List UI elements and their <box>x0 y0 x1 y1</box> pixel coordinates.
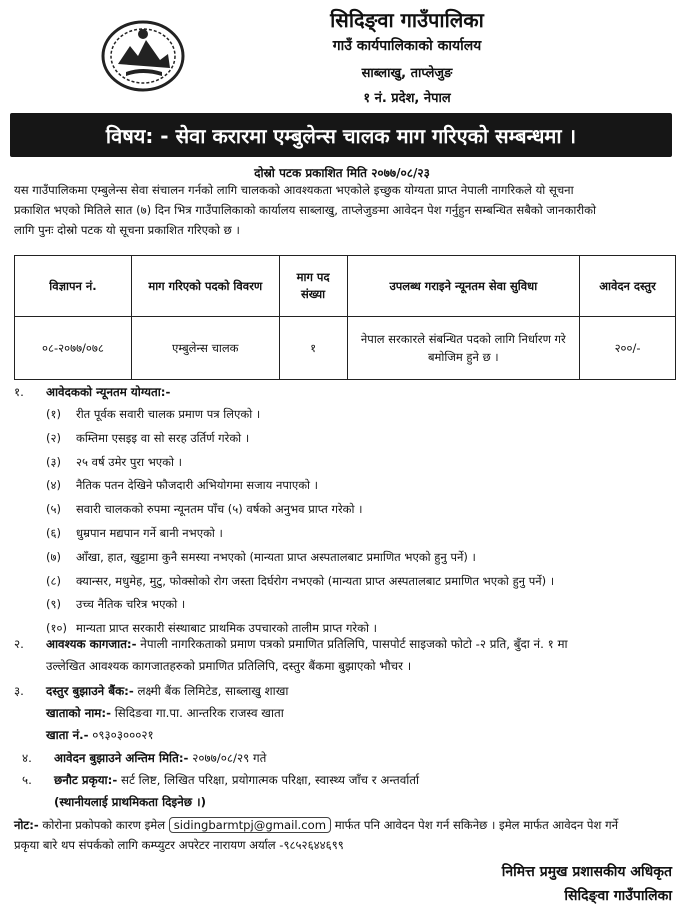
table-cell: ०८-२०७७/०७८ <box>15 317 132 380</box>
publication-date: दोस्रो पटक प्रकाशित मिति २०७७/०८/२३ <box>254 166 430 180</box>
account-number-label: खाता नं.- <box>46 728 89 742</box>
account-number-value: ०९३०३०००२१ <box>88 728 154 742</box>
list-item-text: कम्तिमा एसइइ वा सो सरह उर्तिर्ण गरेको । <box>76 430 250 445</box>
list-item-number: (२) <box>46 430 61 445</box>
list-item-text: २५ वर्ष उमेर पुरा भएको । <box>76 454 182 469</box>
list-item-number: (५) <box>46 502 61 517</box>
account-name <box>46 705 284 721</box>
intro-line: यस गाउँपालिकमा एम्बुलेन्स सेवा संचालन गर्नको लागि चालकको आवश्यकता भएकोले इच्छुक योग्यता प्राप्त नेपाली नागरिकले यो सूचना <box>14 183 574 197</box>
table-header-cell: माग गरिएको पदको विवरण <box>131 256 279 317</box>
vacancy-table <box>14 255 676 380</box>
table-cell: एम्बुलेन्स चालक <box>131 317 279 380</box>
table-header-cell: विज्ञापन नं. <box>15 256 132 317</box>
subject-banner: विषय: - सेवा करारमा एम्बुलेन्स चालक माग गरिएको सम्बन्धमा । <box>10 113 672 157</box>
section-number: १. <box>14 385 24 399</box>
list-item-number: (३) <box>46 454 61 469</box>
province-line: १ नं. प्रदेश, नेपाल <box>363 91 451 106</box>
section-number: ३. <box>14 684 24 698</box>
table-row <box>15 317 676 380</box>
section-text: नेपाली नागरिकताको प्रमाण पत्रको प्रमाणित प्रतिलिपि, पासपोर्ट साइजको फोटो -२ प्रति, बुँदा नं. १ मा <box>136 637 568 651</box>
list-item-number: (८) <box>46 573 61 588</box>
list-item-text: धुम्रपान मद्यपान गर्ने बानी नभएको । <box>76 525 223 540</box>
signatory-org: सिदिङ्वा गाउँपालिका <box>564 888 672 904</box>
section-qualification-heading <box>14 384 170 400</box>
list-item <box>46 570 554 594</box>
municipality-emblem-icon <box>98 16 188 96</box>
email-note <box>14 815 678 855</box>
office-location: साब्लाखु, ताप्लेजुङ <box>361 66 453 81</box>
list-item-text: क्यान्सर, मधुमेह, मुटु, फोक्सोको रोग जस्ता दिर्घरोग नभएको (मान्यता प्राप्त अस्पतालबाट प्रमाणित भएको हुनु पर्ने) । <box>76 573 555 588</box>
section-text: सर्ट लिष्ट, लिखित परिक्षा, प्रयोगात्मक परिक्षा, स्वास्थ्य जाँच र अन्तर्वार्ता <box>117 773 420 787</box>
table-header-cell: आवेदन दस्तुर <box>580 256 676 317</box>
section-number: ५. <box>22 773 32 787</box>
section-bank <box>14 683 288 699</box>
table-cell: २००/- <box>580 317 676 380</box>
list-item-text: आँखा, हात, खुट्टामा कुनै समस्या नभएको (मान्यता प्राप्त अस्पतालबाट प्रमाणित भएको हुनु पर्ने) । <box>76 549 476 564</box>
section-title: आवश्यक कागजात:- <box>46 637 137 651</box>
section-title: आवेदन बुझाउने अन्तिम मिति:- <box>54 751 189 765</box>
section-title: आवेदकको न्यूनतम योग्यता:- <box>46 385 171 399</box>
note-label: नोट:- <box>14 818 39 832</box>
list-item <box>46 474 554 498</box>
section-title: दस्तुर बुझाउने बैंक:- <box>46 684 134 698</box>
table-header-cell: उपलब्ध गराइने न्यूनतम सेवा सुविधा <box>347 256 580 317</box>
intro-line: प्रकाशित भएको मितिले सात (७) दिन भित्र गाउँपालिकाको कार्यालय साब्लाखु, ताप्लेजुङमा आवेदन पेश गर्नुहुन सम्बन्धित सबैको जानकारीको <box>14 203 596 217</box>
email-link[interactable]: sidingbarmtpj@gmail.com <box>169 817 331 833</box>
list-item-number: (१०) <box>46 621 67 636</box>
note-text: कोरोना प्रकोपको कारण इमेल <box>38 818 169 832</box>
intro-line: लागि पुनः दोस्रो पटक यो सूचना प्रकाशित गरिएको छ । <box>14 223 240 237</box>
intro-paragraph <box>14 180 674 240</box>
section-text: २०७७/०८/२९ गते <box>188 751 267 765</box>
list-item <box>46 498 554 522</box>
account-number <box>46 727 154 743</box>
section-selection-process <box>22 772 419 788</box>
local-priority-text: (स्थानीयलाई प्राथमिकता दिइनेछ ।) <box>54 795 206 809</box>
section-number: ४. <box>22 751 32 765</box>
list-item-number: (६) <box>46 525 61 540</box>
list-item-text: सवारी चालकको रुपमा न्यूनतम पाँच (५) वर्षको अनुभव प्राप्त गरेको । <box>76 502 363 517</box>
section-text: लक्ष्मी बैंक लिमिटेड, साब्लाखु शाखा <box>133 684 289 698</box>
local-priority-note <box>54 794 206 810</box>
list-item <box>46 427 554 451</box>
section-title: छनौट प्रकृया:- <box>54 773 118 787</box>
table-cell: १ <box>279 317 347 380</box>
section-documents <box>14 636 568 652</box>
note-line <box>14 815 678 835</box>
list-item-number: (१) <box>46 407 61 421</box>
section-number: २. <box>14 637 24 651</box>
table-header-cell: माग पद संख्या <box>279 256 347 317</box>
list-item <box>46 451 554 475</box>
account-name-label: खाताको नाम:- <box>46 706 111 720</box>
list-item <box>46 546 554 570</box>
list-item <box>46 522 554 546</box>
signatory-title: निमित्त प्रमुख प्रशासकीय अधिकृत <box>501 864 672 880</box>
section-documents-cont: उल्लेखित आवश्यक कागजातहरुको प्रमाणित प्रतिलिपि, दस्तुर बैंकमा बुझाएको भौचर । <box>46 659 412 673</box>
table-cell: नेपाल सरकारले संबन्धित पदको लागि निर्धारण गरे बमोजिम हुने छ । <box>347 317 580 380</box>
list-item-number: (९) <box>46 597 61 612</box>
list-item-number: (४) <box>46 478 61 493</box>
org-name: सिदिङ्वा गाउँपालिका <box>330 8 484 32</box>
list-item <box>46 403 554 427</box>
table-header-row <box>15 256 676 317</box>
qualification-list <box>46 403 554 641</box>
section-deadline <box>22 750 266 766</box>
list-item-text: मान्यता प्राप्त सरकारी संस्थाबाट प्राथमिक उपचारको तालीम प्राप्त गरेको । <box>76 621 377 636</box>
list-item-text: रीत पूर्वक सवारी चालक प्रमाण पत्र लिएको । <box>76 407 261 421</box>
list-item-number: (७) <box>46 549 61 564</box>
list-item <box>46 593 554 617</box>
note-line: प्रकृया बारे थप संपर्कको लागि कम्प्युटर अपरेटर नारायण अर्याल -९८५२६४४६९९ <box>14 838 344 852</box>
note-text: मार्फत पनि आवेदन पेश गर्न सकिनेछ । इमेल मार्फत आवेदन पेश गर्ने <box>331 818 619 832</box>
list-item-text: नैतिक पतन देखिने फौजदारी अभियोगमा सजाय नपाएको । <box>76 478 319 493</box>
office-name: गाउँ कार्यपालिकाको कार्यालय <box>332 38 482 54</box>
list-item-text: उच्च नैतिक चरित्र भएको । <box>76 597 186 612</box>
account-name-value: सिदिङवा गा.पा. आन्तरिक राजस्व खाता <box>110 706 284 720</box>
